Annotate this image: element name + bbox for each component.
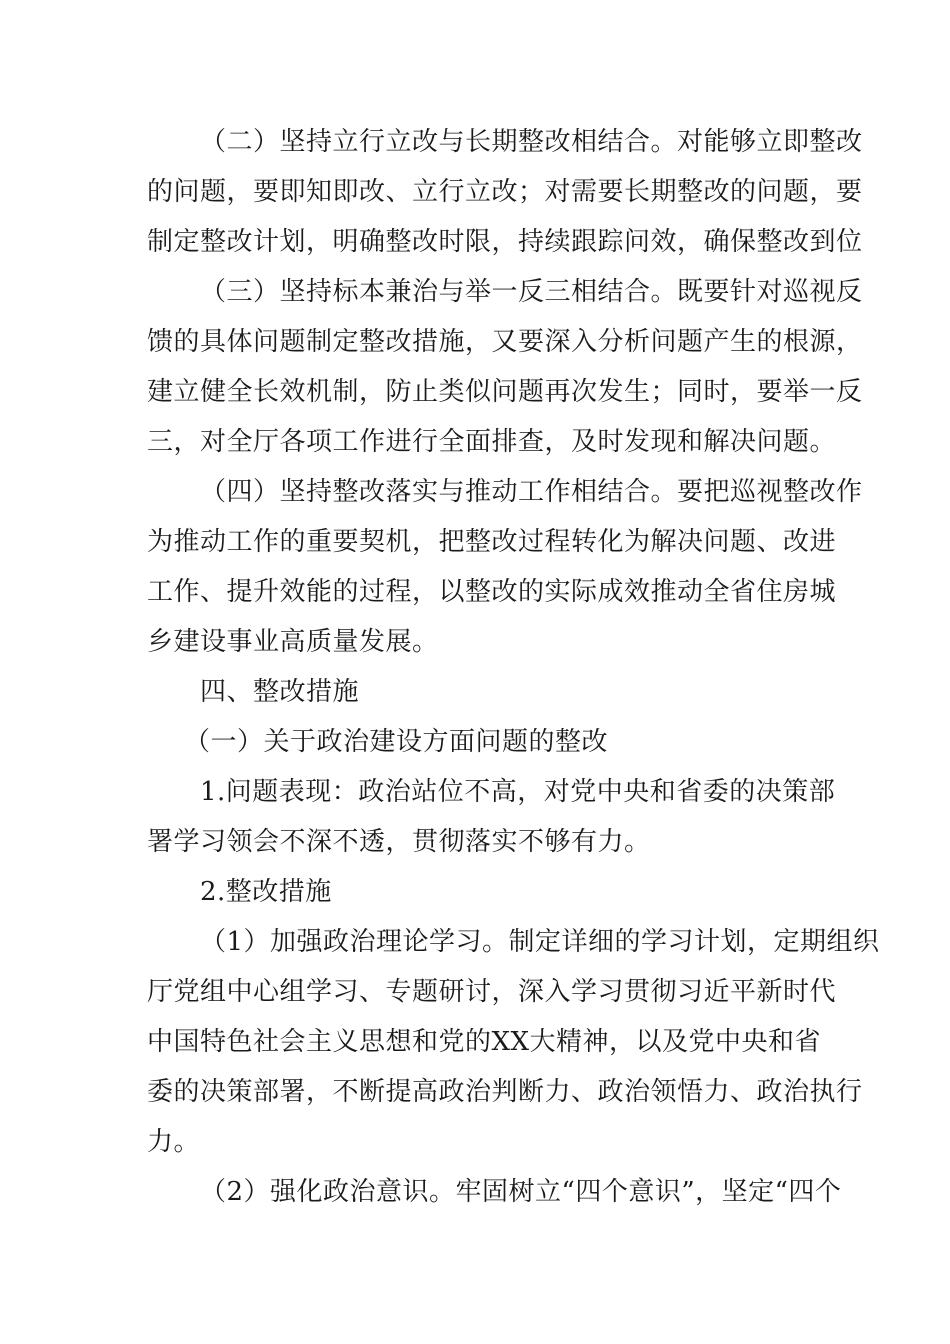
problem-line-1: 1.问题表现：政治站位不高，对党中央和省委的决策部 xyxy=(200,777,836,807)
measure-1-line-4: 委的决策部署，不断提高政治判断力、政治领悟力、政治执行 xyxy=(147,1077,863,1107)
paragraph-2-line-2: 的问题，要即知即改、立行立改；对需要长期整改的问题，要 xyxy=(147,177,863,207)
paragraph-3-line-1: （三）坚持标本兼治与举一反三相结合。既要针对巡视反 xyxy=(200,277,863,307)
section-heading: 四、整改措施 xyxy=(200,677,360,707)
paragraph-4-line-3: 工作、提升效能的过程，以整改的实际成效推动全省住房城 xyxy=(147,577,837,607)
measure-2-line-1: （2）强化政治意识。牢固树立“四个意识”，坚定“四个 xyxy=(200,1177,842,1207)
problem-line-2: 署学习领会不深不透，贯彻落实不够有力。 xyxy=(147,827,651,857)
measure-1-line-1: （1）加强政治理论学习。制定详细的学习计划，定期组织 xyxy=(200,927,880,957)
paragraph-4-line-2: 为推动工作的重要契机，把整改过程转化为解决问题、改进 xyxy=(147,527,837,557)
measure-1-line-5: 力。 xyxy=(147,1127,201,1157)
paragraph-3-line-3: 建立健全长效机制，防止类似问题再次发生；同时，要举一反 xyxy=(147,377,863,407)
measure-1-line-3: 中国特色社会主义思想和党的XX大精神，以及党中央和省 xyxy=(147,1027,822,1057)
measure-1-line-2: 厅党组中心组学习、专题研讨，深入学习贯彻习近平新时代 xyxy=(147,977,837,1007)
paragraph-2-line-1: （二）坚持立行立改与长期整改相结合。对能够立即整改 xyxy=(200,127,863,157)
measures-heading: 2.整改措施 xyxy=(200,877,332,907)
paragraph-3-line-4: 三，对全厅各项工作进行全面排查，及时发现和解决问题。 xyxy=(147,427,837,457)
paragraph-4-line-1: （四）坚持整改落实与推动工作相结合。要把巡视整改作 xyxy=(200,477,863,507)
paragraph-3-line-2: 馈的具体问题制定整改措施，又要深入分析问题产生的根源， xyxy=(147,327,863,357)
paragraph-2-line-3: 制定整改计划，明确整改时限，持续跟踪问效，确保整改到位 xyxy=(147,227,863,257)
paragraph-4-line-4: 乡建设事业高质量发展。 xyxy=(147,627,439,657)
subsection-heading: （一）关于政治建设方面问题的整改 xyxy=(184,727,609,757)
